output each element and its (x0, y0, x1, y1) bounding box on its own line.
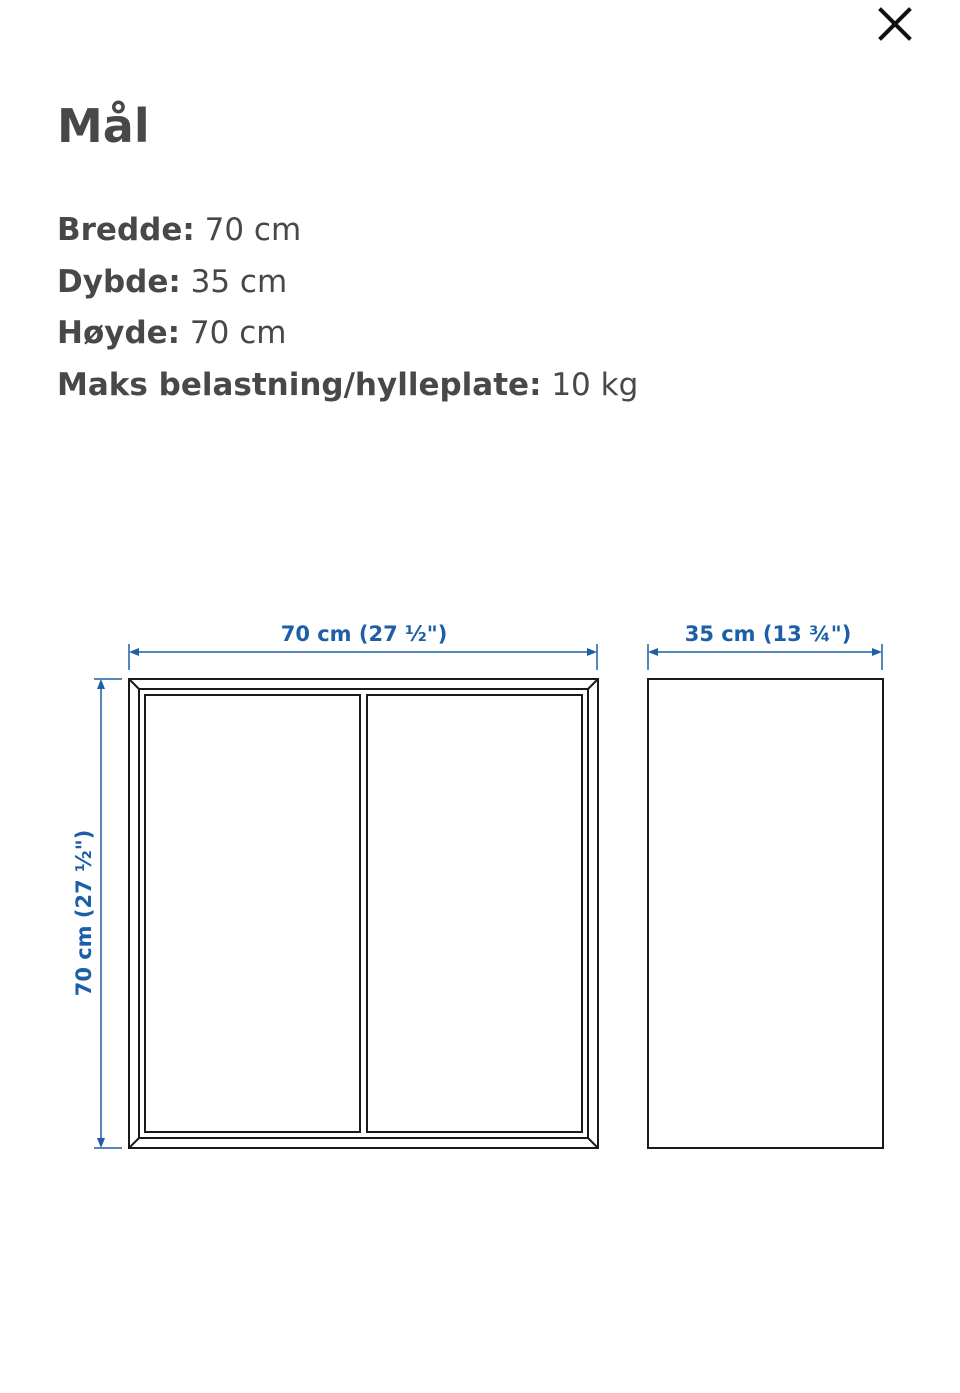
spec-label: Dybde: (57, 263, 181, 300)
spec-label: Maks belastning/hylleplate: (57, 366, 542, 403)
close-icon (878, 7, 912, 41)
close-button[interactable] (866, 0, 924, 48)
width-dimension-label: 70 cm (27 ½") (280, 622, 448, 646)
spec-value: 10 kg (551, 366, 639, 403)
dimension-diagram (0, 600, 960, 1180)
page-title: Mål (57, 99, 150, 153)
cabinet-side-view (648, 679, 883, 1148)
height-dimension-label: 70 cm (27 ½") (72, 829, 96, 997)
spec-label: Bredde: (57, 212, 195, 248)
spec-value: 35 cm (190, 263, 288, 300)
spec-depth (57, 257, 638, 309)
spec-height (57, 308, 638, 360)
spec-value: 70 cm (189, 315, 287, 351)
spec-max-load (57, 360, 638, 412)
height-dimension-line (94, 679, 122, 1148)
width-dimension-line (129, 644, 597, 670)
spec-value: 70 cm (204, 212, 302, 248)
spec-label: Høyde: (57, 315, 181, 351)
dimension-spec-list (57, 205, 638, 411)
depth-dimension-line (648, 644, 882, 670)
spec-width (57, 205, 638, 257)
cabinet-front-view (129, 679, 598, 1148)
depth-dimension-label: 35 cm (13 ¾") (684, 622, 852, 646)
